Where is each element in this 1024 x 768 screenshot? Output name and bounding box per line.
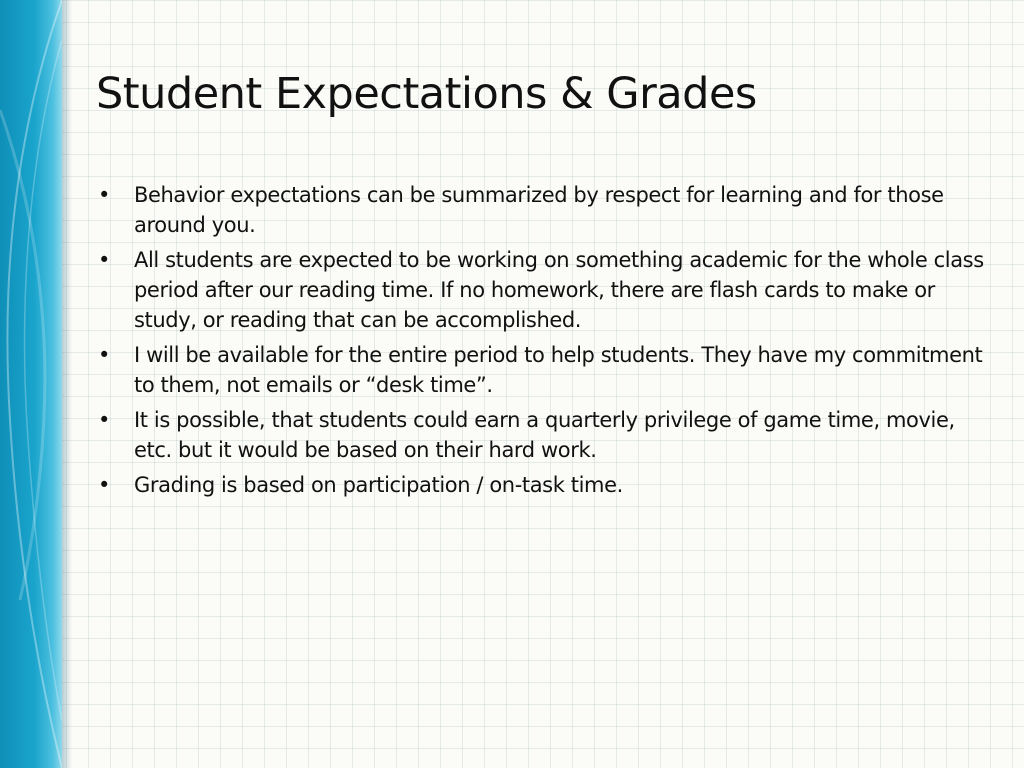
- bullet-item: [96, 180, 986, 240]
- bullet-item: [96, 405, 986, 465]
- bullet-list: [96, 180, 986, 505]
- bullet-item: [96, 245, 986, 335]
- bullet-icon: •: [98, 408, 110, 432]
- bullet-item: [96, 470, 986, 500]
- bullet-icon: •: [98, 473, 110, 497]
- bullet-text: Behavior expectations can be summarized by respect for learning and for those around you.: [134, 183, 944, 237]
- decorative-side-band: [0, 0, 62, 768]
- bullet-icon: •: [98, 343, 110, 367]
- bullet-text: It is possible, that students could earn a quarterly privilege of game time, movie, etc. but it would be based on their hard work.: [134, 408, 955, 462]
- bullet-icon: •: [98, 183, 110, 207]
- bullet-icon: •: [98, 248, 110, 272]
- bullet-text: I will be available for the entire period to help students. They have my commitment to them, not emails or “desk time”.: [134, 343, 983, 397]
- swoosh-decoration-icon: [0, 0, 62, 768]
- bullet-item: [96, 340, 986, 400]
- side-band-shadow: [62, 0, 72, 768]
- bullet-text: All students are expected to be working on something academic for the whole class period after our reading time. If no homework, there are flash cards to make or study, or reading that can be accomplished.: [134, 248, 984, 332]
- bullet-text: Grading is based on participation / on-task time.: [134, 473, 623, 497]
- slide-title: Student Expectations & Grades: [96, 69, 757, 119]
